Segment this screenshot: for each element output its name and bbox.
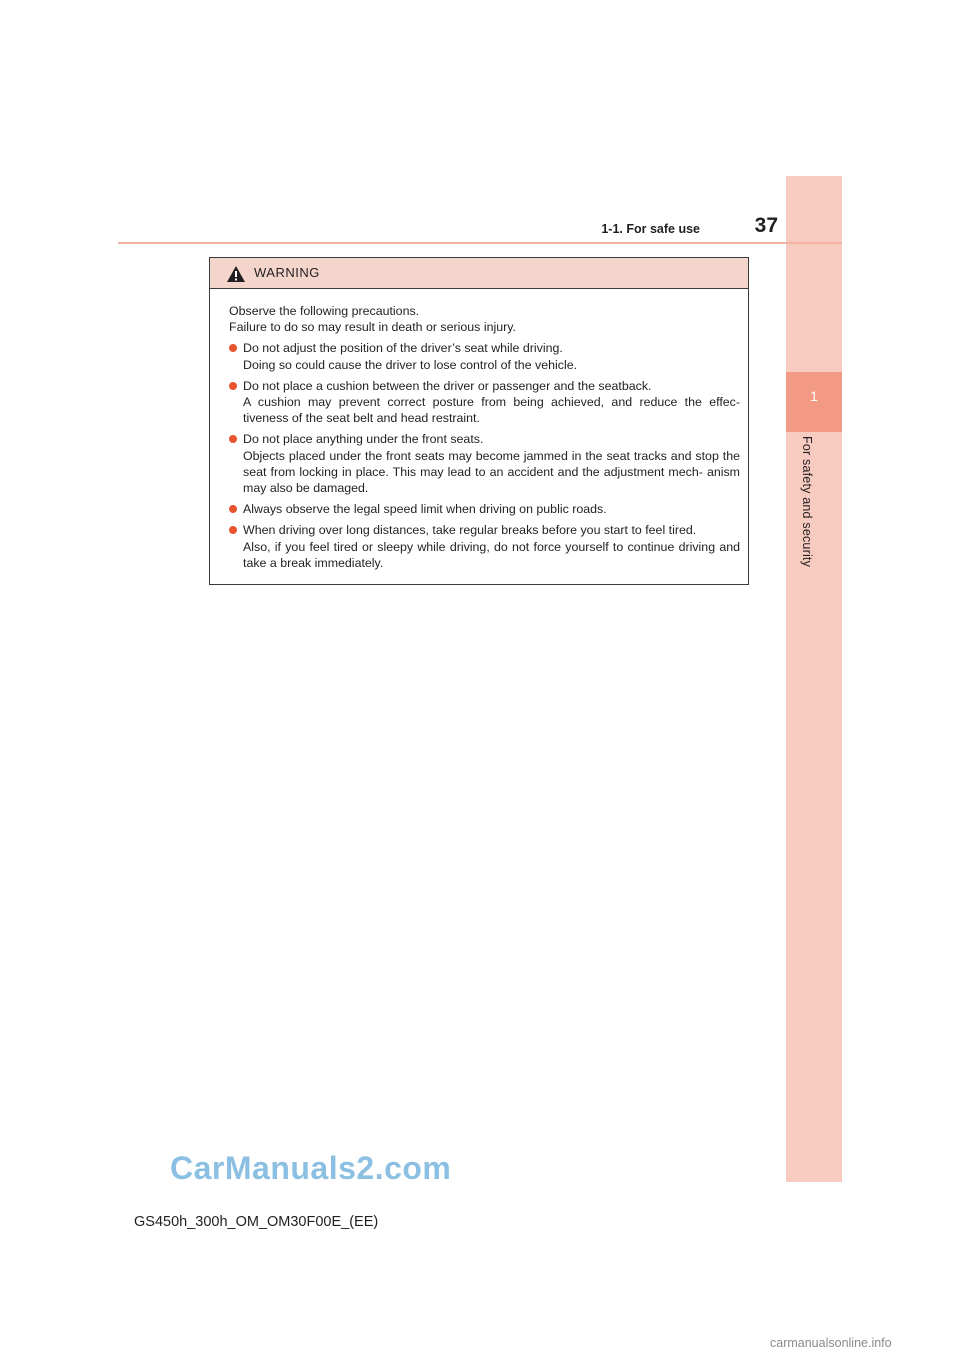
item-line: Do not place anything under the front seats. xyxy=(243,432,484,447)
watermark-logo: CarManuals2.com xyxy=(170,1150,452,1186)
item-line: Do not adjust the position of the driver’s seat while driving. xyxy=(243,341,563,356)
list-item xyxy=(229,340,740,372)
item-line: Do not place a cushion between the driver or passenger and the seatback. xyxy=(243,378,652,393)
bullet-icon xyxy=(229,505,237,513)
chapter-label: For safety and security xyxy=(800,436,814,568)
bullet-icon xyxy=(229,382,237,390)
side-strip xyxy=(786,176,842,1182)
chapter-tab-number: 1 xyxy=(810,388,818,404)
list-item xyxy=(229,522,740,571)
list-item xyxy=(229,501,740,517)
warning-triangle-icon xyxy=(226,265,246,283)
bullet-icon xyxy=(229,344,237,352)
warning-box xyxy=(209,257,749,585)
page-number: 37 xyxy=(754,214,778,237)
watermark-bottom: carmanualsonline.info xyxy=(770,1336,892,1350)
item-line: Always observe the legal speed limit when driving on public roads. xyxy=(243,502,607,517)
intro-line: Failure to do so may result in death or serious injury. xyxy=(229,320,516,335)
header-rule xyxy=(118,242,842,244)
item-line: Doing so could cause the driver to lose control of the vehicle. xyxy=(243,357,578,372)
list-item xyxy=(229,378,740,427)
item-line: Also, if you feel tired or sleepy while driving, do not force yourself to continue driving and take a break immediately. xyxy=(243,539,740,570)
bullet-icon xyxy=(229,526,237,534)
footer-document-code: GS450h_300h_OM_OM30F00E_(EE) xyxy=(134,1214,379,1230)
item-line: A cushion may prevent correct posture from being achieved, and reduce the effec- tiveness of the seat belt and head restraint. xyxy=(243,395,740,426)
section-title: 1-1. For safe use xyxy=(601,222,700,236)
warning-body xyxy=(210,289,748,571)
warning-title: WARNING xyxy=(254,265,320,280)
item-line: Objects placed under the front seats may become jammed in the seat tracks and stop the seat from locking in place. This may lead to an accident and the adjustment mech- anism may also be damaged. xyxy=(243,448,740,496)
bullet-icon xyxy=(229,435,237,443)
intro-line: Observe the following precautions. xyxy=(229,304,420,318)
list-item xyxy=(229,431,740,496)
item-line: When driving over long distances, take regular breaks before you start to feel tired. xyxy=(243,523,697,538)
warning-intro xyxy=(229,303,740,335)
warning-header xyxy=(210,258,748,289)
